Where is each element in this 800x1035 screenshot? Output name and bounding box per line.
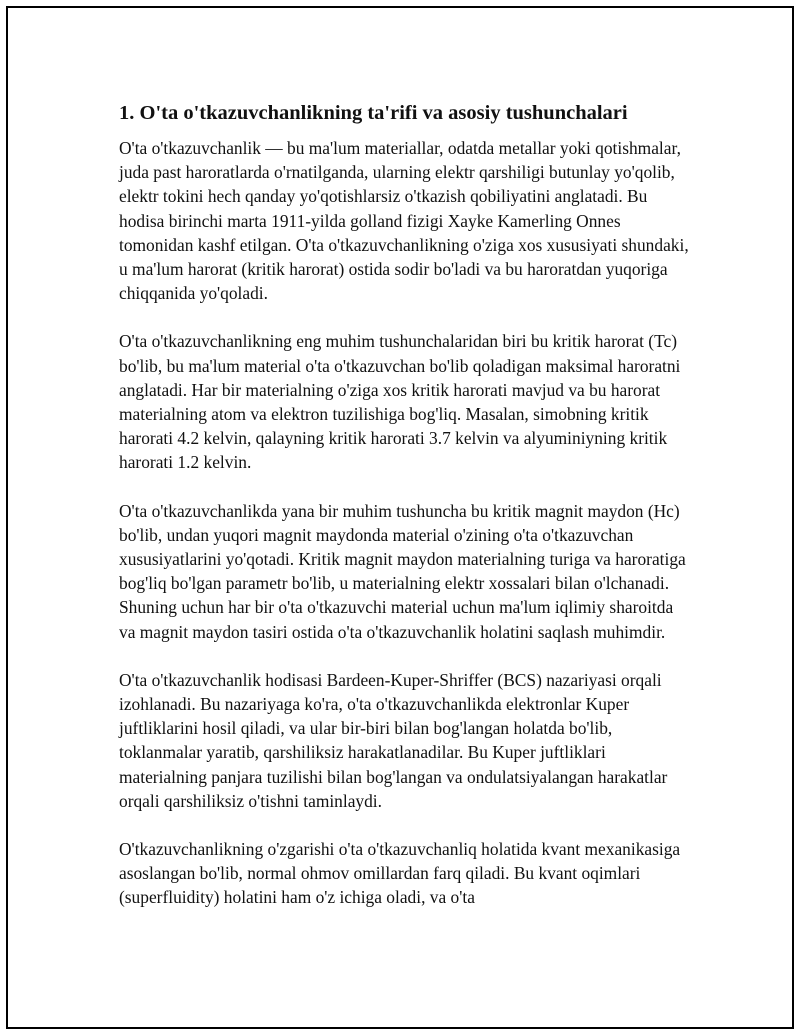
paragraph-quantum-mechanics: O'tkazuvchanlikning o'zgarishi o'ta o'tkazuvchanliq holatida kvant mexanikasiga asoslangan bo'lib, normal ohmov omillardan farq qiladi. Bu kvant oqimlari (superfluidity) holatini ham o'z ichiga oladi, va o'ta xyxy=(119,839,681,908)
paragraph-bcs-theory: O'ta o'tkazuvchanlik hodisasi Bardeen-Kuper-Shriffer (BCS) nazariyasi orqali izohlanadi. Bu nazariyaga ko'ra, o'ta o'tkazuvchanlikda elektronlar Kuper juftliklarini hosil qiladi, va ular bir-biri bilan bog'langan holatda bo'lib, toklanmalar yaratib, qarshiliksiz harakatlanadilar. Bu Kuper juftliklari materialning panjara tuzilishi bilan bog'langan va ondulatsiyalangan harakatlar orqali qarshiliksiz o'tishni taminlaydi. xyxy=(119,669,668,811)
paragraph-definition: O'ta o'tkazuvchanlik — bu ma'lum materiallar, odatda metallar yoki qotishmalar, juda past haroratlarda o'rnatilganda, ularning elektr qarshiligi butunlay yo'qolib, elektr tokini hech qanday yo'qotishlarsiz o'tkazish qobiliyatini anglatadi. Bu hodisa birinchi marta 1911-yilda golland fizigi Xayke Kamerling Onnes tomonidan kashf etilgan. O'ta o'tkazuvchanlikning o'ziga xos xususiyati shundaki, u ma'lum harorat (kritik harorat) ostida sodir bo'ladi va bu haroratdan yuqoriga chiqqanida yo'qoladi. xyxy=(119,138,689,304)
document-content xyxy=(119,98,693,934)
paragraph-critical-magnetic-field: O'ta o'tkazuvchanlikda yana bir muhim tushuncha bu kritik magnit maydon (Hc) bo'lib, undan yuqori magnit maydonda material o'zining o'ta o'tkazuvchan xususiyatlarini yo'qotadi. Kritik magnit maydon materialning turiga va haroratiga bog'liq bo'lgan parametr bo'lib, u materialning elektr xossalari bilan o'lchanadi. Shuning uchun har bir o'ta o'tkazuvchi material uchun ma'lum iqlimiy sharoitda va magnit maydon tasiri ostida o'ta o'tkazuvchanlik holatini saqlash muhimdir. xyxy=(119,500,686,642)
document-page xyxy=(6,6,794,1029)
section-heading: 1. O'ta o'tkazuvchanlikning ta'rifi va asosiy tushunchalari xyxy=(119,102,628,124)
paragraph-critical-temperature: O'ta o'tkazuvchanlikning eng muhim tushunchalaridan biri bu kritik harorat (Tc) bo'lib, bu ma'lum material o'ta o'tkazuvchan bo'lib qoladigan maksimal haroratni anglatadi. Har bir materialning o'ziga xos kritik harorati mavjud va bu harorat materialning atom va elektron tuzilishiga bog'liq. Masalan, simobning kritik harorati 4.2 kelvin, qalayning kritik harorati 3.7 kelvin va alyuminiyning kritik harorati 1.2 kelvin. xyxy=(119,331,681,473)
